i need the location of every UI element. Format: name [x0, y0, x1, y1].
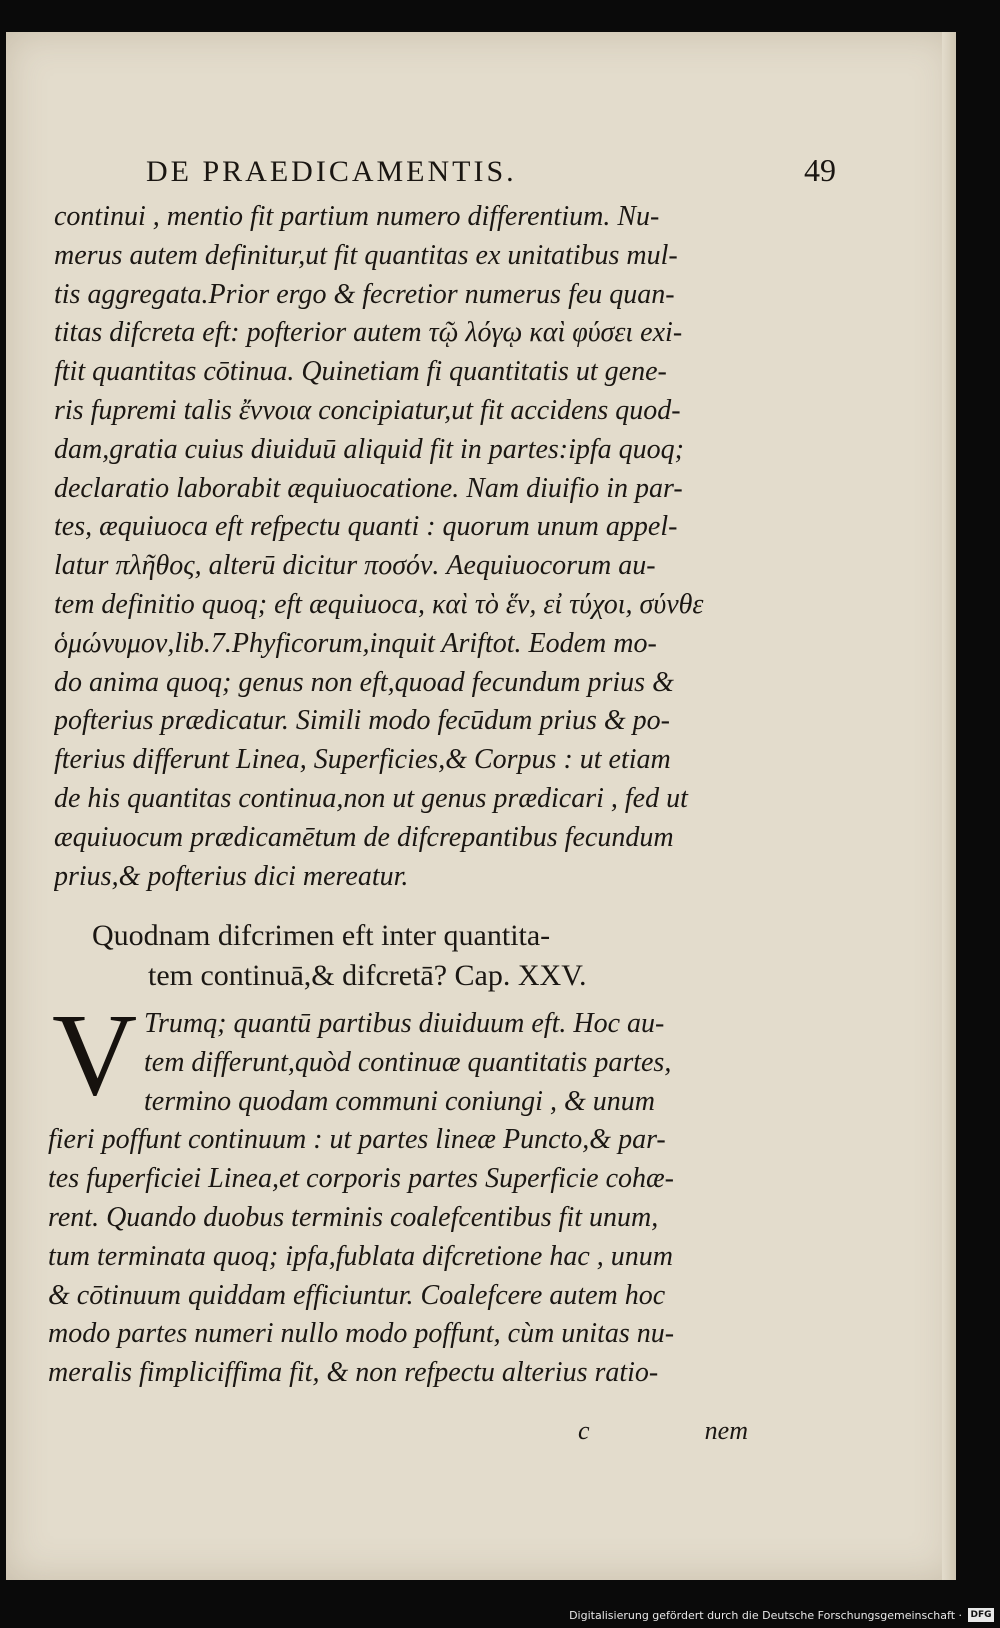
- body-text: [54, 198, 754, 896]
- text-line: rent. Quando duobus terminis coalefcentibus fit unum,: [48, 1201, 659, 1233]
- text-line: æquiuocum prædicamētum de difcrepantibus fecundum: [54, 821, 674, 853]
- text-line: tis aggregata.Prior ergo & fecretior numerus feu quan-: [54, 278, 675, 310]
- text-line: fterius differunt Linea, Superficies,& Corpus : ut etiam: [54, 744, 671, 776]
- text-line: termino quodam communi coniungi , & unum: [144, 1085, 655, 1117]
- text-line: & cōtinuum quiddam efficiuntur. Coalefcere autem hoc: [48, 1279, 666, 1311]
- text-line: fieri poffunt continuum : ut partes lineæ Puncto,& par-: [48, 1124, 666, 1156]
- page-edge: [942, 32, 956, 1580]
- running-title: DE PRAEDICAMENTIS.: [146, 155, 517, 188]
- digitization-notice: Digitalisierung gefördert durch die Deutsche Forschungsgemeinschaft ·: [569, 1608, 962, 1622]
- text-line: dam,gratia cuius diuiduū aliquid fit in partes:ipfa quoq;: [54, 433, 684, 465]
- text-line: prius,& pofterius dici mereatur.: [54, 860, 409, 892]
- page-number: 49: [804, 152, 836, 188]
- dfg-logo-icon: DFG: [968, 1608, 994, 1622]
- chapter-heading: [92, 916, 752, 996]
- text-line: modo partes numeri nullo modo poffunt, cùm unitas nu-: [48, 1318, 675, 1350]
- text-line: tes fuperficiei Linea,et corporis partes Superficie cohæ-: [48, 1163, 675, 1195]
- running-head: [146, 152, 836, 189]
- digitization-footer: [0, 1602, 1000, 1628]
- text-line: tes, æquiuoca eft refpectu quanti : quorum unum appel-: [54, 511, 678, 543]
- chapter-heading-line: Quodnam difcrimen eft inter quantita-: [92, 919, 551, 952]
- text-line: tum terminata quoq; ipfa,fublata difcretione hac , unum: [48, 1240, 674, 1272]
- text-line: Trumq; quantū partibus diuiduum eft. Hoc au-: [144, 1008, 665, 1039]
- text-line: pofterius prædicatur. Simili modo fecūdum prius & po-: [54, 705, 670, 737]
- text-line: latur πλῆθος, alterū dicitur ποσόν. Aequiuocorum au-: [54, 550, 656, 582]
- catchword: nem: [704, 1416, 748, 1445]
- text-line: tem differunt,quòd continuæ quantitatis partes,: [144, 1046, 672, 1078]
- text-line: de his quantitas continua,non ut genus prædicari , fed ut: [54, 782, 688, 814]
- catch-row: [48, 1416, 748, 1446]
- drop-initial: V: [52, 989, 138, 1120]
- text-line: meralis fimpliciffima fit, & non refpectu alterius ratio-: [48, 1357, 659, 1389]
- text-line: ris fupremi talis ἔννοια concipiatur,ut fit accidens quod-: [54, 394, 681, 426]
- text-line: titas difcreta eft: pofterior autem τῷ λόγῳ καὶ φύσει exi-: [54, 317, 683, 349]
- text-line: continui , mentio fit partium numero differentium. Nu-: [54, 201, 660, 232]
- text-line: ftit quantitas cōtinua. Quinetiam fi quantitatis ut gene-: [54, 356, 667, 388]
- text-line: do anima quoq; genus non eft,quoad fecundum prius &: [54, 666, 674, 698]
- signature-mark: c: [578, 1416, 590, 1445]
- text-line: merus autem definitur,ut fit quantitas ex unitatibus mul-: [54, 239, 678, 271]
- text-line: ὁμώνυμον,lib.7.Phyficorum,inquit Ariftot. Eodem mo-: [54, 627, 657, 659]
- chapter-body: [48, 989, 758, 1393]
- text-line: declaratio laborabit æquiuocatione. Nam diuifio in par-: [54, 472, 683, 504]
- chapter-heading-line: tem continuā,& difcretā? Cap. XXV.: [148, 959, 587, 992]
- text-line: tem definitio quoq; eft æquiuoca, καὶ τὸ ἕν, εἰ τύχοι, σύνθε: [54, 588, 704, 620]
